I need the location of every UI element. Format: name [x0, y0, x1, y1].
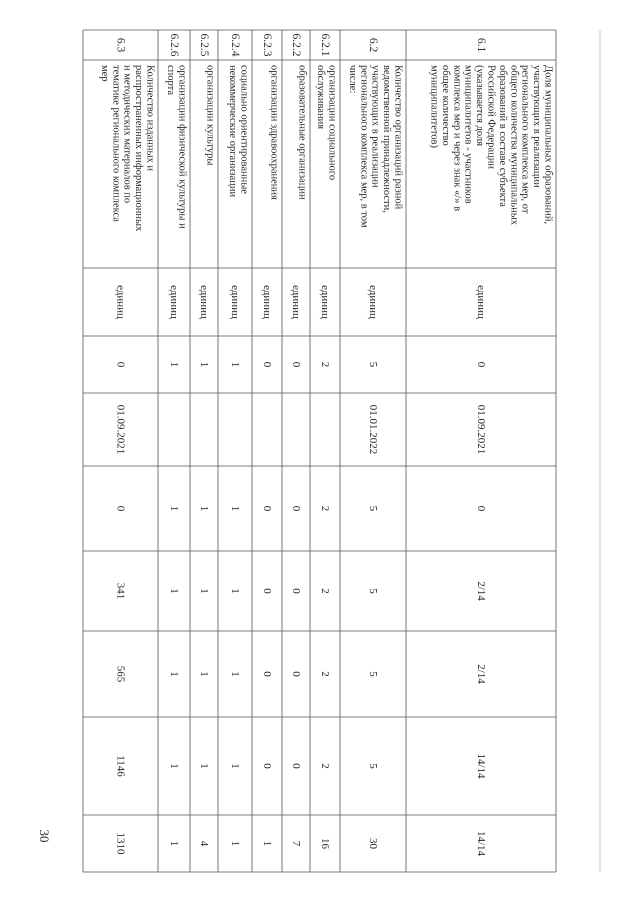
cell-v3: 1: [229, 671, 241, 677]
cell-v3: 2: [319, 671, 331, 677]
indicator-name-line: участвующих в реализации: [531, 65, 543, 188]
cell-v2: 0: [261, 588, 273, 594]
cell-v3: 2/14: [475, 664, 487, 684]
indicator-name-line: регионального комплекса мер, в том: [358, 65, 370, 228]
indicator-name-line: спорта: [165, 65, 177, 96]
indicator-name-line: мер: [98, 65, 110, 82]
cell-v5: 1: [168, 840, 180, 847]
cell-v1: 2: [319, 505, 331, 512]
cell-unit: единиц: [367, 285, 379, 319]
cell-unit: единиц: [475, 285, 487, 319]
indicator-name-line: муниципалитетов): [428, 65, 440, 149]
cell-v1: 0: [290, 505, 302, 512]
cell-num: 6.2.6: [168, 33, 180, 57]
cell-num: 6.2.4: [229, 33, 241, 57]
cell-v4: 0: [290, 763, 302, 769]
indicator-name-line: организации физической культуры и: [176, 65, 188, 229]
cell-v4: 1: [229, 763, 241, 769]
indicator-name-line: и методических материалов по: [121, 65, 133, 204]
cell-v5: 1: [229, 840, 241, 847]
cell-v4: 2: [319, 763, 331, 769]
cell-date: 01.01.2022: [367, 404, 379, 455]
cell-v3: 565: [114, 665, 127, 683]
cell-unit: единиц: [114, 285, 127, 319]
cell-base: 0: [475, 361, 487, 368]
cell-v2: 2/14: [475, 581, 487, 601]
cell-unit: единиц: [319, 285, 331, 319]
cell-v5: 16: [319, 838, 331, 849]
cell-v1: 0: [261, 505, 273, 512]
cell-date: 01.09.2021: [114, 404, 127, 455]
cell-num: 6.2: [367, 37, 379, 53]
cell-base: 1: [229, 361, 241, 368]
table-cells: [99, 34, 554, 857]
cell-unit: единиц: [229, 285, 241, 319]
indicator-name-line: общего количества муниципальных: [508, 65, 520, 226]
cell-v1: 1: [168, 505, 180, 512]
cell-v2: 5: [367, 588, 379, 594]
cell-unit: единиц: [198, 285, 210, 319]
cell-base: 0: [290, 361, 302, 368]
cell-v5: 4: [198, 840, 210, 847]
indicator-name-line: комплекса мер и через знак «/» в: [451, 65, 463, 212]
cell-v5: 7: [290, 840, 302, 847]
indicator-name-line: участвующих в реализации: [369, 65, 381, 188]
cell-base: 2: [319, 361, 331, 368]
indicator-name-line: числе:: [346, 65, 358, 94]
cell-num: 6.2.1: [319, 33, 331, 57]
cell-num: 6.2.3: [261, 33, 273, 57]
cell-base: 1: [198, 361, 210, 368]
cell-v1: 1: [198, 505, 210, 512]
cell-num: 6.1: [475, 37, 487, 53]
indicator-name-line: регионального комплекса мер, от: [519, 65, 531, 214]
indicator-name-line: образовательные организации: [296, 65, 308, 200]
indicator-name-line: некоммерческие организации: [227, 65, 239, 198]
indicator-name-line: ведомственной принадлежности,: [381, 65, 393, 213]
page-number: 30: [37, 829, 52, 843]
cell-v5: 1310: [114, 832, 127, 855]
cell-date: 01.09.2021: [475, 404, 487, 455]
indicator-name-line: организации социального: [326, 65, 338, 181]
indicator-name-line: распространенных информационных: [133, 65, 145, 232]
cell-v5: 1: [261, 840, 273, 847]
cell-v4: 14/14: [475, 753, 487, 779]
indicator-name-line: общее количество: [439, 65, 451, 146]
cell-v2: 0: [290, 588, 302, 594]
indicator-name-line: организации здравоохранения: [268, 65, 280, 200]
indicator-name-line: Количество организаций разной: [392, 65, 404, 210]
indicator-name-line: Российской Федерации: [485, 65, 497, 169]
cell-v5: 14/14: [475, 830, 487, 857]
cell-v4: 1146: [114, 755, 127, 777]
indicator-name-line: муниципалитетов - участников: [462, 65, 474, 204]
cell-v2: 1: [229, 588, 241, 594]
indicator-name-line: (указывается доля: [474, 65, 486, 147]
cell-v3: 1: [168, 671, 180, 677]
cell-v2: 2: [319, 588, 331, 594]
cell-base: 0: [261, 361, 273, 368]
cell-v3: 5: [367, 671, 379, 677]
cell-v2: 341: [114, 582, 127, 600]
cell-base: 0: [114, 361, 127, 368]
cell-v4: 0: [261, 763, 273, 769]
cell-v2: 1: [168, 588, 180, 594]
indicator-name-line: образований в составе субъекта: [496, 65, 508, 207]
cell-base: 1: [168, 361, 180, 368]
indicator-name-line: организации культуры: [204, 65, 216, 166]
cell-v5: 30: [367, 838, 379, 849]
indicator-name-line: тематике регионального комплекса: [110, 65, 122, 222]
cell-v1: 5: [367, 505, 379, 512]
indicator-name-line: Количество изданных и: [144, 65, 156, 172]
cell-unit: единиц: [168, 285, 180, 319]
cell-num: 6.3: [114, 37, 127, 53]
cell-v4: 1: [198, 763, 210, 769]
cell-unit: единиц: [290, 285, 302, 319]
cell-v2: 1: [198, 588, 210, 594]
indicator-name-line: социально ориентированные: [238, 65, 250, 194]
cell-v4: 5: [367, 763, 379, 769]
cell-v3: 0: [290, 671, 302, 677]
cell-num: 6.2.2: [290, 33, 302, 57]
cell-v1: 0: [114, 505, 127, 512]
cell-v3: 1: [198, 671, 210, 677]
indicator-name-line: Доля муниципальных образований,: [542, 65, 554, 225]
cell-v4: 1: [168, 763, 180, 769]
cell-v1: 1: [229, 505, 241, 512]
indicator-name-line: обслуживания: [315, 65, 327, 130]
cell-v1: 0: [475, 505, 487, 512]
cell-v3: 0: [261, 671, 273, 677]
cell-unit: единиц: [261, 285, 273, 319]
cell-num: 6.2.5: [198, 33, 210, 57]
cell-base: 5: [367, 361, 379, 368]
